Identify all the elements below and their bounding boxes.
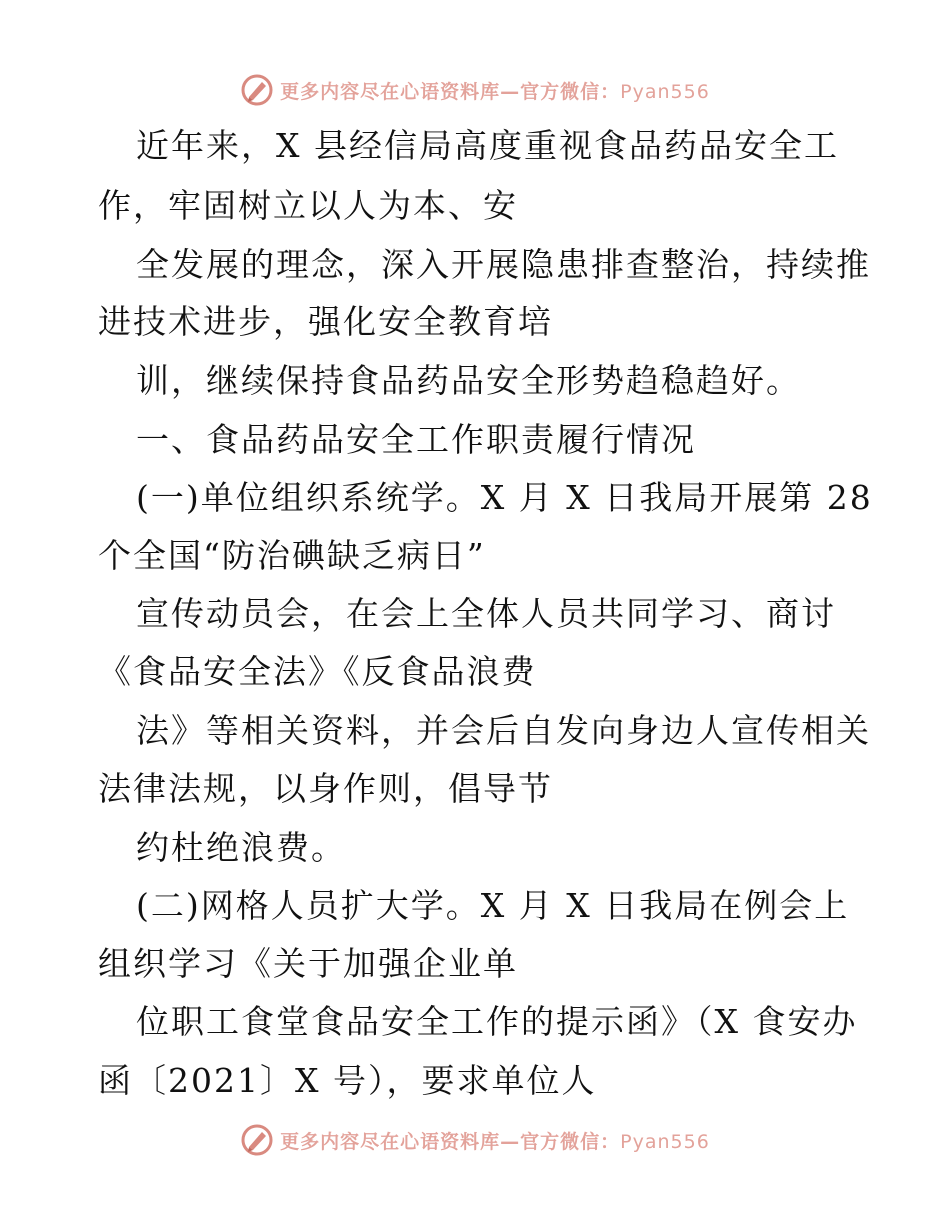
paragraph-line: 作，牢固树立以人为本、安	[98, 186, 518, 225]
paragraph-line: 约杜绝浪费。	[136, 828, 346, 867]
paragraph-line: 位职工食堂食品安全工作的提示函》（X 食安办	[136, 1002, 858, 1041]
section-heading: 一、食品药品安全工作职责履行情况	[136, 420, 696, 459]
paragraph-line: 组织学习《关于加强企业单	[98, 944, 518, 983]
paragraph-line: 进技术进步，强化安全教育培	[98, 302, 553, 341]
paragraph-line: 近年来，X 县经信局高度重视食品药品安全工	[136, 126, 839, 165]
paragraph-line: (一)单位组织系统学。X 月 X 日我局开展第 28	[136, 478, 873, 517]
watermark-contact: Pyan556	[620, 80, 710, 103]
paragraph-line: 函〔2021〕X 号），要求单位人	[98, 1061, 597, 1100]
watermark-text: 更多内容尽在心语资料库—官方微信：Pyan556	[280, 80, 710, 103]
paragraph-line: 训，继续保持食品药品安全形势趋稳趋好。	[136, 361, 801, 400]
paragraph-line: (二)网格人员扩大学。X 月 X 日我局在例会上	[136, 886, 850, 925]
watermark-text: 更多内容尽在心语资料库—官方微信：Pyan556	[280, 1130, 710, 1153]
paragraph-line: 法》等相关资料，并会后自发向身边人宣传相关	[136, 711, 871, 750]
paragraph-line: 宣传动员会，在会上全体人员共同学习、商讨	[136, 594, 836, 633]
paragraph-line: 个全国“防治碘缺乏病日”	[98, 536, 486, 575]
paragraph-line: 全发展的理念，深入开展隐患排查整治，持续推	[136, 245, 871, 284]
paragraph-line: 《食品安全法》《反食品浪费	[98, 652, 537, 691]
watermark-footer	[0, 1120, 950, 1160]
paragraph-line: 法律法规，以身作则，倡导节	[98, 769, 553, 808]
pen-seal-icon	[240, 1123, 274, 1157]
watermark-contact: Pyan556	[620, 1130, 710, 1153]
